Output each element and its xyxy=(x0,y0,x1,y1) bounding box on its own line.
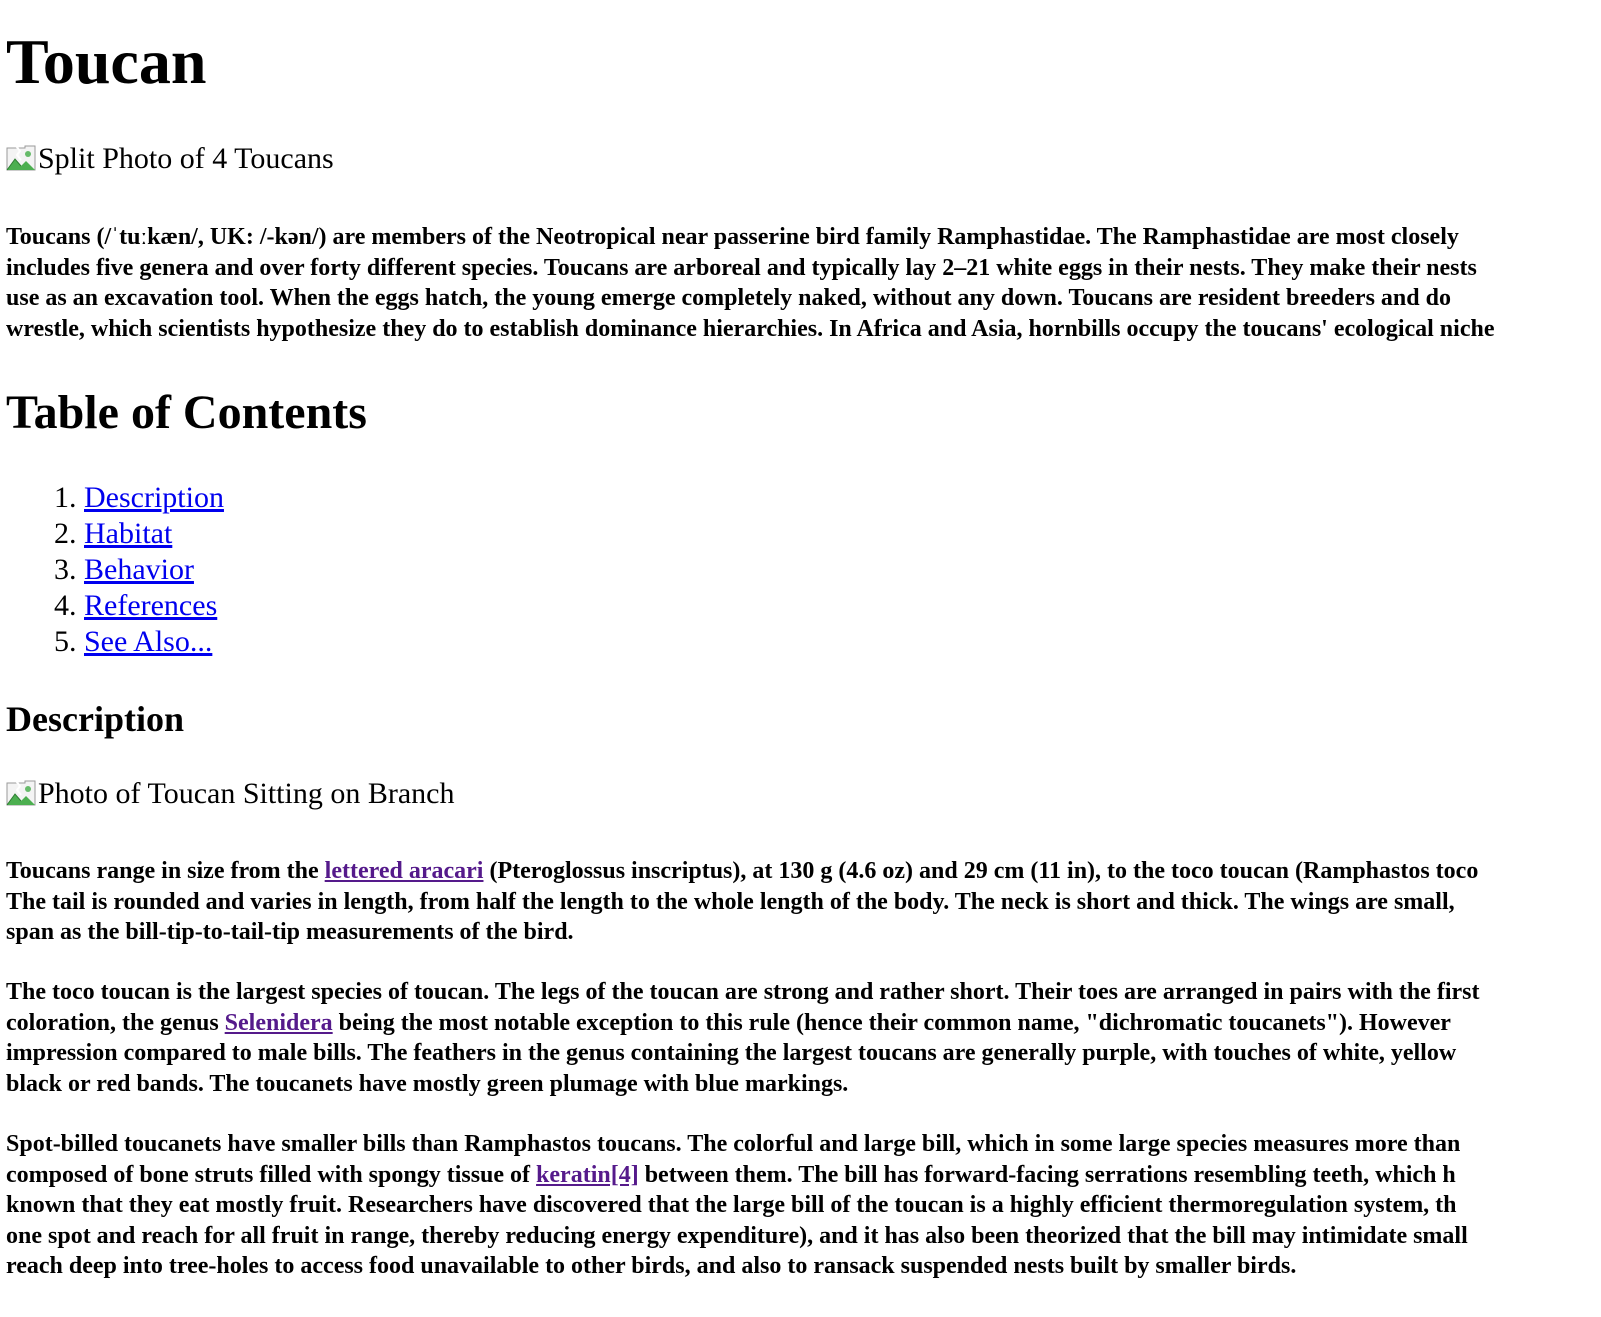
toc-item-habitat xyxy=(84,516,224,552)
link-selenidera[interactable]: Selenidera xyxy=(224,1009,333,1036)
intro-line: includes five genera and over forty different species. Toucans are arboreal and typically lay 2–21 white eggs in their nests. They make their nests xyxy=(6,254,1477,281)
description-image xyxy=(6,777,454,811)
toc-link-habitat[interactable]: Habitat xyxy=(84,517,173,550)
description-paragraph-3 xyxy=(6,1129,1468,1282)
broken-image-icon xyxy=(6,780,36,808)
text-run: between them. The bill has forward-facing serrations resembling teeth, which h xyxy=(638,1161,1456,1188)
toc-item-behavior xyxy=(84,552,224,588)
text-run: being the most notable exception to this rule (hence their common name, "dichromatic toucanets"). However xyxy=(332,1009,1451,1036)
broken-image-icon xyxy=(6,145,36,173)
toc-link-see-also[interactable]: See Also... xyxy=(84,625,213,658)
hero-image-alt-text: Split Photo of 4 Toucans xyxy=(38,142,334,175)
link-lettered-aracari[interactable]: lettered aracari xyxy=(324,858,484,884)
description-image-alt-text: Photo of Toucan Sitting on Branch xyxy=(38,777,455,810)
intro-line: Toucans (/ˈtuːkæn/, UK: /-kən/) are members of the Neotropical near passerine bird family Ramphastidae. The Ramphastidae are most closely xyxy=(6,224,1459,250)
hero-image xyxy=(6,142,334,176)
section-heading-description: Description xyxy=(6,699,184,739)
paragraph-line: The toco toucan is the largest species of toucan. The legs of the toucan are strong and rather short. Their toes are arranged in pairs with the first xyxy=(6,979,1480,1005)
toc-item-see-also xyxy=(84,624,224,660)
toc-item-description xyxy=(84,480,224,516)
paragraph-line: The tail is rounded and varies in length, from half the length to the whole length of the body. The neck is short and thick. The wings are small, xyxy=(6,888,1455,915)
paragraph-line: impression compared to male bills. The feathers in the genus containing the largest toucans are generally purple, with touches of white, yellow xyxy=(6,1040,1457,1066)
text-run: coloration, the genus xyxy=(6,1009,225,1036)
text-run: Toucans range in size from the xyxy=(6,858,325,884)
text-run: composed of bone struts filled with spongy tissue of xyxy=(6,1161,537,1188)
toc-link-behavior[interactable]: Behavior xyxy=(84,553,194,586)
intro-line: wrestle, which scientists hypothesize they do to establish dominance hierarchies. In Africa and Asia, hornbills occupy the toucans' ecological niche xyxy=(6,315,1495,342)
text-run: (Pteroglossus inscriptus), at 130 g (4.6 oz) and 29 cm (11 in), to the toco toucan (Ramphastos toco xyxy=(483,858,1479,884)
paragraph-line: one spot and reach for all fruit in range, thereby reducing energy expenditure), and it has also been theorized that the bill may intimidate small xyxy=(6,1222,1468,1249)
page-title: Toucan xyxy=(6,26,207,97)
paragraph-line xyxy=(6,856,1478,887)
link-keratin[interactable]: keratin[4] xyxy=(536,1161,639,1188)
paragraph-line: Spot-billed toucanets have smaller bills than Ramphastos toucans. The colorful and large bill, which in some large species measures more than xyxy=(6,1131,1461,1157)
toc-list xyxy=(6,480,224,660)
paragraph-line: span as the bill-tip-to-tail-tip measurements of the bird. xyxy=(6,919,574,945)
toc-link-references[interactable]: References xyxy=(84,589,218,622)
toc-link-description[interactable]: Description xyxy=(84,481,224,514)
paragraph-line xyxy=(6,1160,1468,1191)
toc-item-references xyxy=(84,588,224,624)
paragraph-line: black or red bands. The toucanets have mostly green plumage with blue markings. xyxy=(6,1070,849,1097)
intro-line: use as an excavation tool. When the eggs hatch, the young emerge completely naked, without any down. Toucans are resident breeders and do xyxy=(6,285,1451,311)
description-paragraph-2 xyxy=(6,977,1479,1099)
paragraph-line: known that they eat mostly fruit. Researchers have discovered that the large bill of the toucan is a highly efficient thermoregulation system, th xyxy=(6,1192,1457,1218)
paragraph-line: reach deep into tree-holes to access food unavailable to other birds, and also to ransack suspended nests built by smaller birds. xyxy=(6,1253,1297,1279)
intro-paragraph xyxy=(6,222,1494,344)
toc-heading: Table of Contents xyxy=(6,386,367,439)
paragraph-line xyxy=(6,1008,1479,1039)
description-paragraph-1 xyxy=(6,856,1478,948)
